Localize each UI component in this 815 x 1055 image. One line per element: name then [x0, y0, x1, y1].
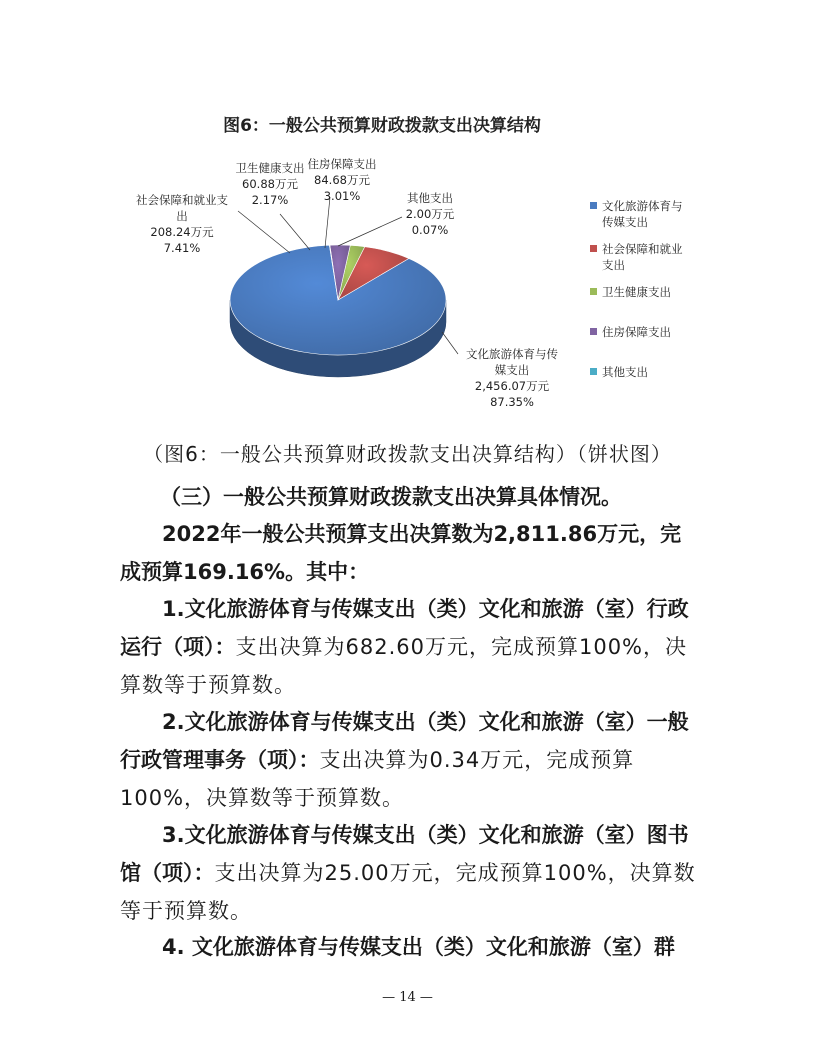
- legend-swatch: [590, 328, 597, 335]
- legend-swatch: [590, 245, 597, 252]
- leader-line: [338, 217, 402, 246]
- legend-swatch: [590, 368, 597, 375]
- item-paragraph: [120, 703, 698, 817]
- data-label: 住房保障支出: [307, 157, 377, 171]
- data-label: 84.68万元: [314, 173, 370, 187]
- item-heading: 3.文化旅游体育与传媒支出（类）文化和旅游（室）图书馆（项）：: [120, 823, 689, 885]
- data-label: 60.88万元: [242, 177, 298, 191]
- legend-label: 卫生健康支出: [602, 285, 671, 299]
- legend-label: 文化旅游体育与: [602, 199, 683, 213]
- leader-line: [238, 211, 290, 253]
- data-label: 2.00万元: [405, 207, 455, 221]
- item-heading: 2.文化旅游体育与传媒支出（类）文化和旅游（室）一般行政管理事务（项）：: [120, 710, 689, 772]
- leader-line: [442, 332, 458, 354]
- data-label: 0.07%: [411, 223, 449, 237]
- page-number: — 14 —: [382, 990, 433, 1005]
- item-body: 支出决算为25.00万元，完成预算100%，决算数等于预算数。: [120, 861, 696, 923]
- legend-swatch: [590, 288, 597, 295]
- item-heading: 1.文化旅游体育与传媒支出（类）文化和旅游（室）行政运行（项）：: [120, 597, 689, 659]
- chart-title: 图6：一般公共预算财政拨款支出决算结构: [223, 116, 541, 136]
- data-label: 出: [176, 209, 188, 223]
- data-label: 87.35%: [490, 395, 534, 409]
- legend-label: 传媒支出: [602, 215, 648, 229]
- data-label: 其他支出: [407, 191, 453, 205]
- item-body: 支出决算为0.34万元，完成预算100%，决算数等于预算数。: [120, 748, 635, 810]
- section-heading: （三）一般公共预算财政拨款支出决算具体情况。: [160, 485, 622, 509]
- legend-label: 支出: [602, 258, 625, 272]
- item-paragraph: [120, 816, 698, 930]
- pie-chart-svg: [120, 100, 700, 425]
- legend-label: 住房保障支出: [602, 325, 671, 339]
- item-paragraph: [120, 590, 698, 704]
- data-label: 媒支出: [494, 363, 530, 377]
- data-label: 208.24万元: [150, 225, 214, 239]
- legend-label: 社会保障和就业: [602, 242, 683, 256]
- item-heading: 4. 文化旅游体育与传媒支出（类）文化和旅游（室）群: [162, 935, 675, 959]
- legend-swatch: [590, 202, 597, 209]
- data-label: 文化旅游体育与传: [466, 347, 558, 361]
- summary-paragraph: 2022年一般公共预算支出决算数为2,811.86万元，完成预算169.16%。其中：: [120, 522, 682, 584]
- item-body: 支出决算为682.60万元，完成预算100%，决算数等于预算数。: [120, 635, 688, 697]
- figure-caption: （图6：一般公共预算财政拨款支出决算结构）（饼状图）: [143, 442, 672, 466]
- data-label: 社会保障和就业支: [136, 193, 228, 207]
- data-label: 卫生健康支出: [235, 161, 305, 175]
- data-label: 3.01%: [323, 189, 361, 203]
- leader-line: [325, 197, 330, 248]
- leader-line: [280, 214, 310, 250]
- pie-chart: [120, 100, 700, 425]
- data-label: 7.41%: [163, 241, 201, 255]
- data-label: 2,456.07万元: [474, 379, 550, 393]
- legend-label: 其他支出: [602, 365, 648, 379]
- data-label: 2.17%: [251, 193, 289, 207]
- item-paragraph: [120, 928, 698, 966]
